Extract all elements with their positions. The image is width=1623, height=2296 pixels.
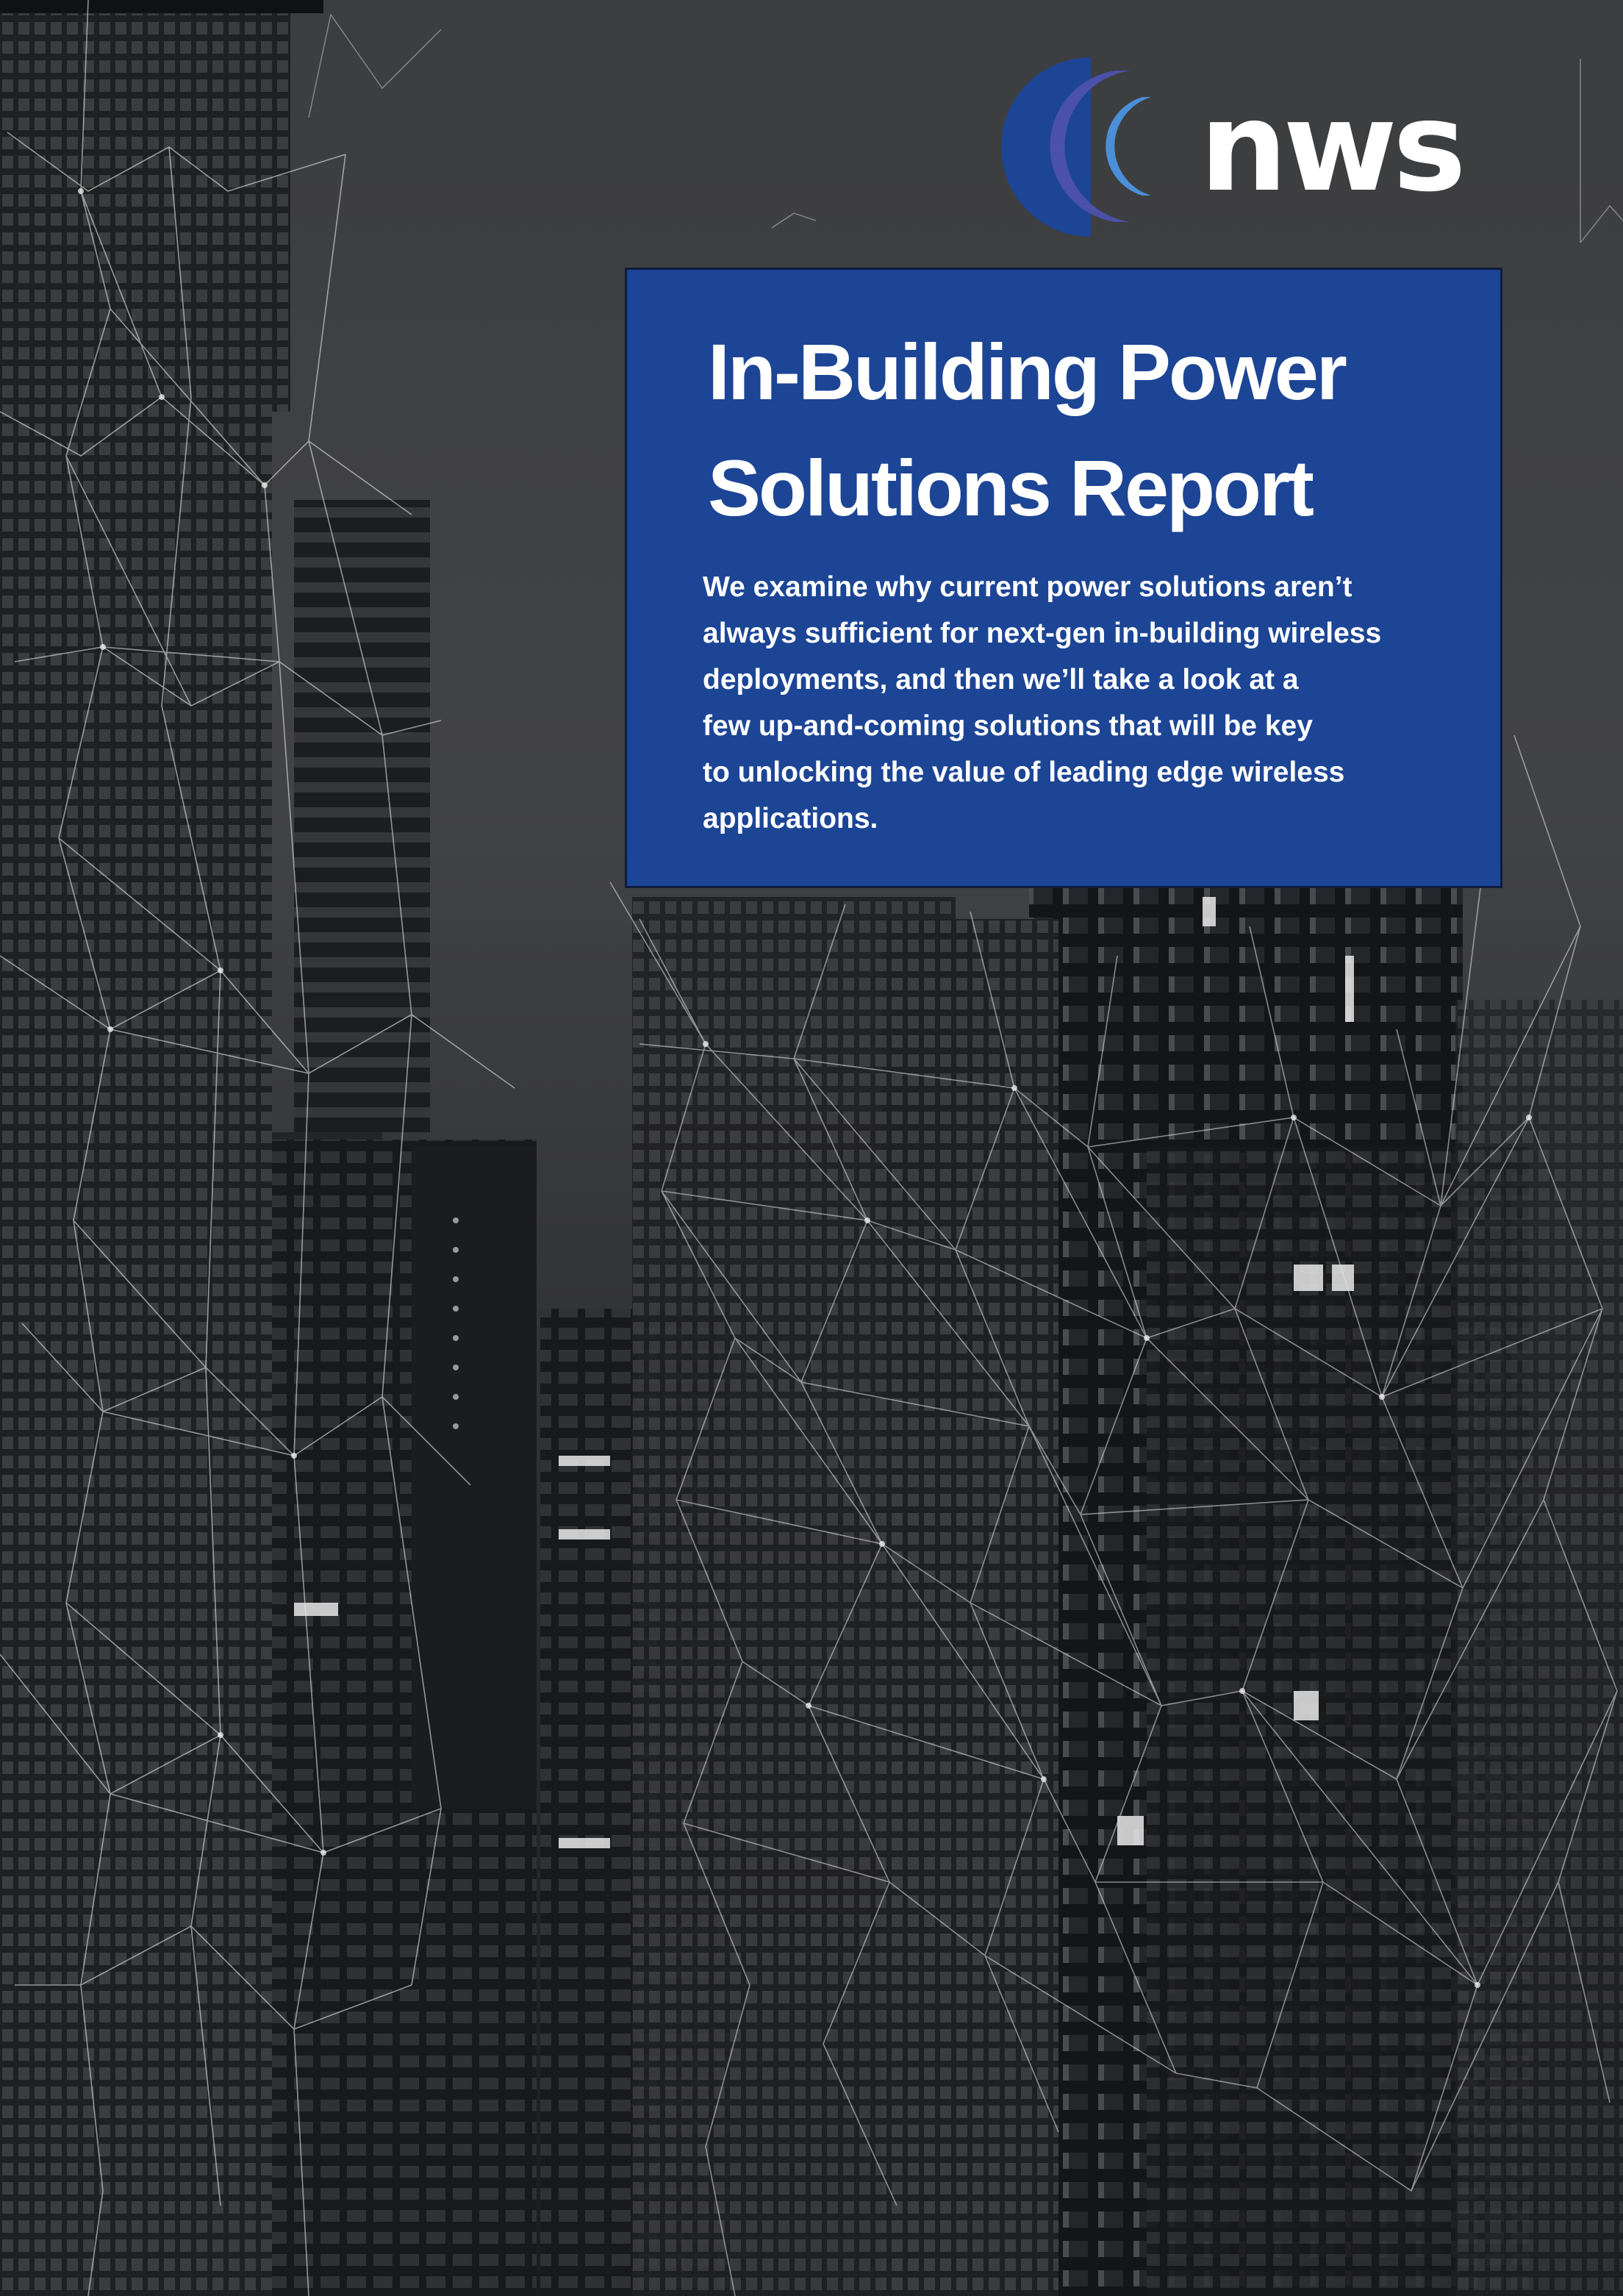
- nws-logo: [997, 56, 1511, 240]
- description-line: to unlocking the value of leading edge wireless: [703, 757, 1345, 788]
- description-line: few up-and-coming solutions that will be key: [703, 710, 1313, 742]
- logo-mark-icon: [997, 56, 1173, 240]
- report-title-line: In-Building Power: [708, 327, 1345, 416]
- description-line: deployments, and then we’ll take a look at a: [703, 664, 1299, 695]
- report-title-line: Solutions Report: [708, 443, 1312, 532]
- brand-name: nws: [1200, 75, 1462, 219]
- description-line: always sufficient for next-gen in-building wireless: [703, 618, 1382, 649]
- title-panel: [625, 268, 1502, 888]
- description-line: We examine why current power solutions aren’t: [703, 571, 1352, 603]
- report-title: [708, 314, 1487, 546]
- description-line: applications.: [703, 803, 878, 834]
- report-description: [703, 564, 1482, 842]
